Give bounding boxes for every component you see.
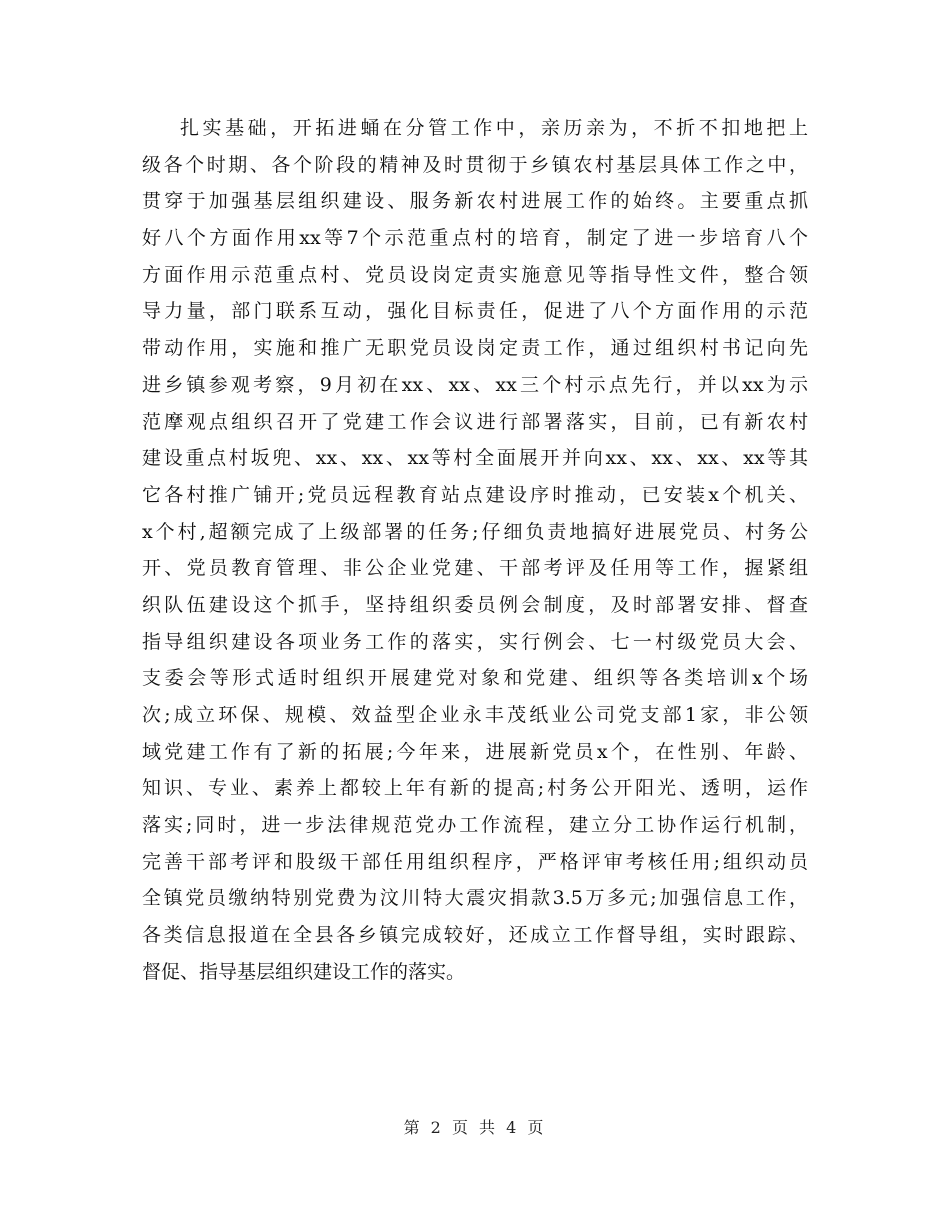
paragraph-line: 带动作用，实施和推广无职党员设岗定责工作，通过组织村书记向先	[142, 337, 808, 360]
paragraph-line: 落实;同时，进一步法律规范党办工作流程，建立分工协作运行机制，	[142, 814, 808, 837]
paragraph-line: 方面作用示范重点村、党员设岗定责实施意见等指导性文件，整合领	[142, 263, 808, 286]
paragraph-line: 全镇党员缴纳特别党费为汶川特大震灾捐款3.5万多元;加强信息工作，	[142, 887, 808, 910]
paragraph-line: 进乡镇参观考察，9月初在xx、xx、xx三个村示点先行，并以xx为示	[142, 373, 808, 396]
paragraph-line: 它各村推广铺开;党员远程教育站点建设序时推动，已安装x个机关、	[142, 483, 808, 506]
paragraph-line: 完善干部考评和股级干部任用组织程序，严格评审考核任用;组织动员	[142, 850, 808, 873]
paragraph-line: 扎实基础，开拓进蛹在分管工作中，亲历亲为，不折不扣地把上	[180, 117, 808, 139]
paragraph-line: 贯穿于加强基层组织建设、服务新农村进展工作的始终。主要重点抓	[142, 190, 808, 213]
paragraph-line: 级各个时期、各个阶段的精神及时贯彻于乡镇农村基层具体工作之中，	[142, 153, 808, 176]
paragraph-line: 建设重点村坂兜、xx、xx、xx等村全面展开并向xx、xx、xx、xx等其	[142, 447, 808, 470]
paragraph-line: 次;成立环保、规模、效益型企业永丰茂纸业公司党支部1家，非公领	[142, 704, 808, 726]
paragraph-line: 范摩观点组织召开了党建工作会议进行部署落实，目前，已有新农村	[142, 410, 808, 433]
paragraph-line: 指导组织建设各项业务工作的落实，实行例会、七一村级党员大会、	[142, 630, 808, 653]
paragraph-line: 知识、专业、素养上都较上年有新的提高;村务公开阳光、透明，运作	[142, 777, 808, 800]
paragraph-line: x个村,超额完成了上级部署的任务;仔细负责地搞好进展党员、村务公	[142, 520, 808, 543]
page-number-footer: 第 2 页 共 4 页	[403, 1118, 547, 1137]
paragraph-line: 好八个方面作用xx等7个示范重点村的培育，制定了进一步培育八个	[142, 227, 808, 250]
paragraph-line: 域党建工作有了新的拓展;今年来，进展新党员x个，在性别、年龄、	[142, 740, 808, 763]
paragraph-line: 各类信息报道在全县各乡镇完成较好，还成立工作督导组，实时跟踪、	[142, 924, 808, 947]
paragraph-line: 织队伍建设这个抓手，坚持组织委员例会制度，及时部署安排、督查	[142, 593, 808, 616]
paragraph-line: 导力量，部门联系互动，强化目标责任，促进了八个方面作用的示范	[142, 300, 808, 323]
paragraph-line: 开、党员教育管理、非公企业党建、干部考评及任用等工作，握紧组	[142, 557, 808, 580]
paragraph-line: 支委会等形式适时组织开展建党对象和党建、组织等各类培训x个场	[142, 667, 808, 690]
body-paragraph	[142, 110, 808, 991]
paragraph-line: 督促、指导基层组织建设工作的落实。	[142, 960, 466, 983]
